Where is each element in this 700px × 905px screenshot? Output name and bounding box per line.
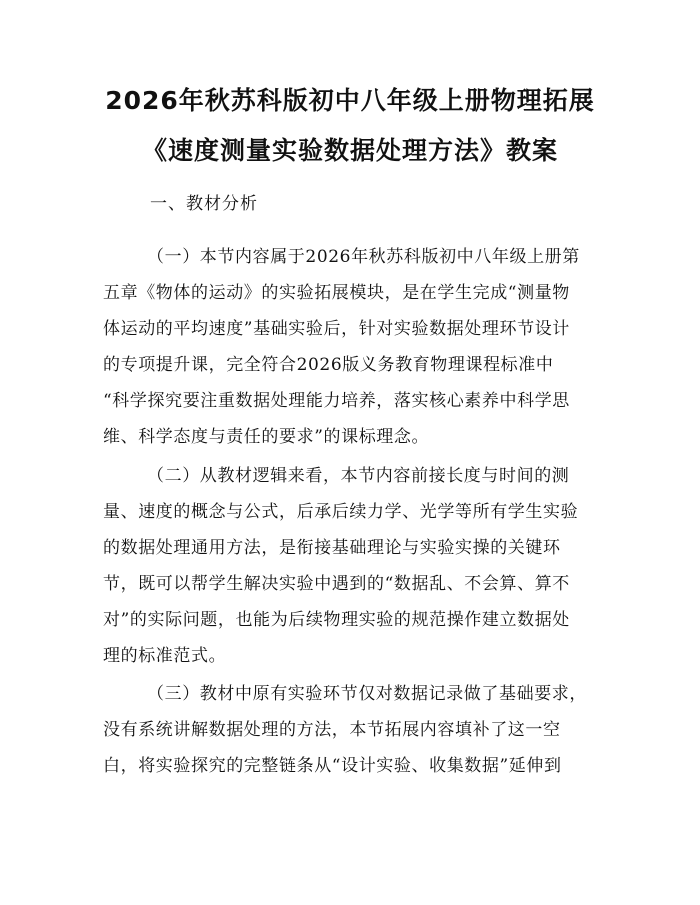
document-title-line-2: 《速度测量实验数据处理方法》教案	[141, 136, 558, 165]
paragraph-line: 量、速度的概念与公式，后承后续力学、光学等所有学生实验	[103, 502, 579, 522]
paragraph-line: “科学探究要注重数据处理能力培养，落实核心素养中科学思	[103, 391, 570, 411]
section-heading: 一、教材分析	[150, 194, 258, 214]
paragraph-line: （二）从教材逻辑来看，本节内容前接长度与时间的测	[147, 466, 570, 486]
paragraph-line: 体运动的平均速度”基础实验后，针对实验数据处理环节设计	[103, 319, 570, 339]
paragraph-line: 白，将实验探究的完整链条从“设计实验、收集数据”延伸到	[103, 756, 562, 776]
document-title-line-1: 2026年秋苏科版初中八年级上册物理拓展	[105, 86, 595, 115]
paragraph-line: （一）本节内容属于2026年秋苏科版初中八年级上册第	[147, 247, 580, 267]
paragraph-line: 五章《物体的运动》的实验拓展模块，是在学生完成“测量物	[103, 283, 570, 303]
paragraph-line: 没有系统讲解数据处理的方法，本节拓展内容填补了这一空	[103, 720, 561, 740]
paragraph-line: 的专项提升课，完全符合2026版义务教育物理课程标准中	[103, 355, 554, 375]
paragraph-line: 的数据处理通用方法，是衔接基础理论与实验实操的关键环	[103, 538, 561, 558]
paragraph-3	[103, 676, 603, 784]
paragraph-line: 理的标准范式。	[103, 646, 227, 666]
paragraph-line: 对”的实际问题，也能为后续物理实验的规范操作建立数据处	[103, 610, 570, 630]
paragraph-line: 维、科学态度与责任的要求”的课标理念。	[103, 427, 430, 447]
paragraph-line: （三）教材中原有实验环节仅对数据记录做了基础要求，	[147, 684, 587, 704]
paragraph-1	[103, 239, 603, 455]
paragraph-2	[103, 458, 603, 674]
paragraph-line: 节，既可以帮学生解决实验中遇到的“数据乱、不会算、算不	[103, 574, 570, 594]
